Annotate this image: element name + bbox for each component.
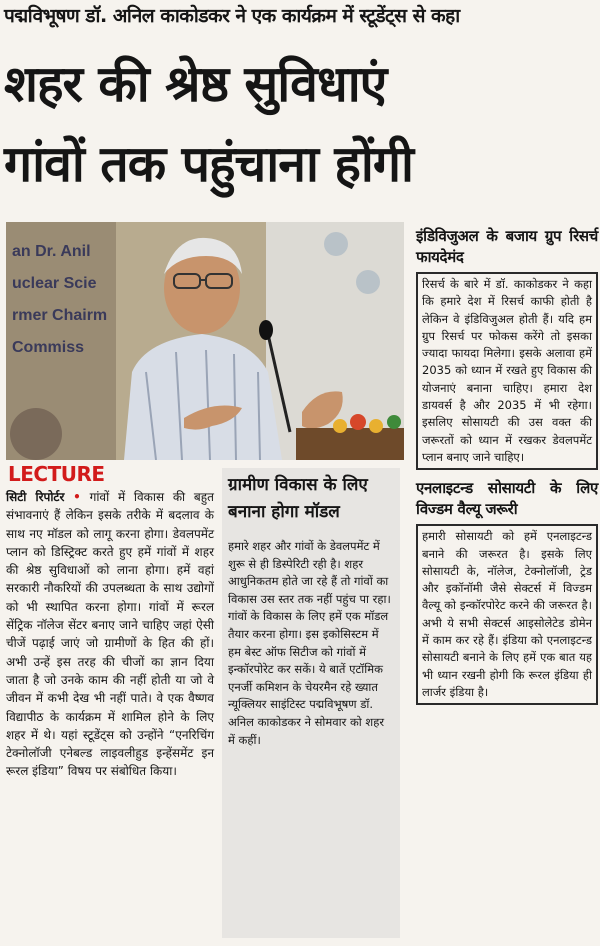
headline-line-2: गांवों तक पहुंचाना होंगी xyxy=(4,135,413,193)
speaker-illustration xyxy=(6,222,404,460)
headline xyxy=(4,44,596,204)
right-text-box-2 xyxy=(416,524,598,705)
backdrop-text-1: an Dr. Anil xyxy=(12,243,91,260)
flower-icon xyxy=(369,419,383,433)
right-text-2: हमारी सोसायटी को हमें एनलाइटन्ड बनाने की जरूरत है। इसके लिए सोसायटी के, नॉलेज, टेक्नोलॉजी, ट्रेड और इकॉनॉमी जैसे सेक्टर्स में विज्डम वैल्यू को इन्कॉरपोरेट करने की जरूरत है। अभी ये सभी सेक्टर्स आइसोलेटेड डोमेन में काम कर रहे हैं। इंडिया को एनलाइटन्ड सोसायटी बनाने के लिए हमें एक बात यह भी ध्यान रखनी होगी कि रूरल इंडिया ही लार्जर इंडिया है। xyxy=(422,529,592,699)
backdrop-text-4: Commiss xyxy=(12,339,85,356)
audience-head-icon xyxy=(10,408,62,460)
kicker: पद्मविभूषण डॉ. अनिल काकोडकर ने एक कार्यक्रम में स्टूडेंट्स से कहा xyxy=(4,5,460,27)
poster-face-icon xyxy=(324,232,348,256)
right-heading-2: एनलाइटन्ड सोसायटी के लिए विज्डम वैल्यू जरूरी xyxy=(416,479,598,519)
podium-icon xyxy=(296,428,404,460)
flower-icon xyxy=(387,415,401,429)
right-heading-1: इंडिविजुअल के बजाय ग्रुप रिसर्च फायदेमंद xyxy=(416,227,598,266)
backdrop-text-2: uclear Scie xyxy=(12,275,97,292)
middle-column xyxy=(222,468,400,938)
lecture-photo xyxy=(6,222,404,460)
right-text-1: रिसर्च के बारे में डॉ. काकोडकर ने कहा कि हमारे देश में रिसर्च काफी होती है लेकिन वे इंडिविजुअल होती हैं। यदि हम ग्रुप रिसर्च पर फोकस करेंगे तो इसका ज्यादा फायदा मिलेगा। इसके अलावा हमें 2035 को ध्यान में रखते हुए विकास की योजनाएं बनाना चाहिए। हमारा देश डायवर्स है और 2035 में भी रहेगा। इसलिए सोसायटी की उस वक्त की जरूरतों को ध्यान में रखकर डेवलपमेंट प्लान बनाए जाने चाहिए। xyxy=(422,277,592,464)
bullet-icon: • xyxy=(73,490,81,504)
left-column xyxy=(6,488,214,781)
left-column-text: गांवों में विकास की बहुत संभावनाएं हैं लेकिन इसके तरीके में बदलाव के साथ नए मॉडल को लागू करना होगा। डेवलपमेंट प्लान को डिस्ट्रिक्ट करते हुए हमें गांवों में शहर की श्रेष्ठ सुविधाओं को लाना होगा। हमें वहां सरकारी नौकरियों की उपलब्धता के साथ उद्योगों को भी स्थापित करना होगा। गांवों में रूरल सेंट्रिक नॉलेज सेंटर बनाए जाने चाहिए जहां ऐसी चीजें पढ़ाई जाएं जो ग्रामीणों के हित की हों। अभी उन्हें इस तरह की चीजों का ज्ञान दिया जाता है जो उनके काम की नहीं होती या जो वे जीवन में कभी देख भी नहीं पाते। वे एक वैष्णव विद्यापीठ के कार्यक्रम में शामिल होने के लिए शहर में थे। यहां स्टूडेंट्स को उन्होंने “एनरिचिंग टेक्नोलॉजी एनेबल्ड लाइवलीहुड इन्हेंसमेंट इन रूरल इंडिया” विषय पर संबोधित किया। xyxy=(6,490,214,779)
right-column xyxy=(416,226,598,705)
lecture-tag: LECTURE xyxy=(8,462,105,486)
flower-icon xyxy=(350,414,366,430)
byline: सिटी रिपोर्टर xyxy=(6,490,65,504)
poster-face-icon xyxy=(356,270,380,294)
flower-icon xyxy=(333,419,347,433)
right-text-box-1 xyxy=(416,272,598,470)
middle-column-heading: ग्रामीण विकास के लिए बनाना होगा मॉडल xyxy=(228,475,368,522)
backdrop-text-3: rmer Chairm xyxy=(12,307,108,324)
headline-line-1: शहर की श्रेष्ठ सुविधाएं xyxy=(4,55,387,113)
middle-column-text: हमारे शहर और गांवों के डेवलपमेंट में शुरू से ही डिस्पेरिटी रही है। शहर आधुनिकतम होते जा रहे हैं तो गांवों का विकास उस स्तर तक नहीं पहुंच पा रहा। गांवों के विकास के लिए हमें एक मॉडल तैयार करना होगा। इस इकोसिस्टम में हम बेस्ट ऑफ सिटीज को गांवों में इन्कॉरपोरेट कर सकें। ये बातें एटॉमिक एनर्जी कमिशन के चेयरमैन रहे ख्यात न्यूक्लियर साइंटिस्ट पद्मविभूषण डॉ. अनिल काकोडकर ने सोमवार को शहर में कहीं। xyxy=(228,539,391,747)
